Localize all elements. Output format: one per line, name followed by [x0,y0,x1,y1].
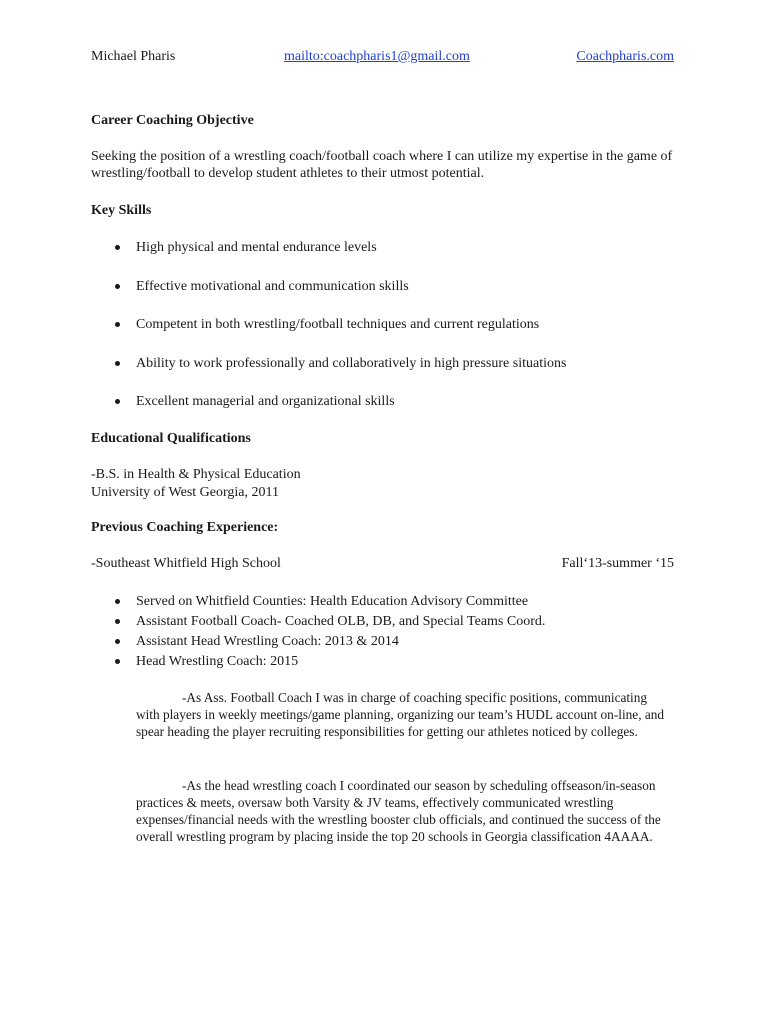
wrestling-narrative: -As the head wrestling coach I coordinated our season by scheduling offseason/in-season practices & meets, oversaw both Varsity & JV teams, effectively communicated wrestling expenses/financial needs with the wrestling booster club officials, and continued the success of the overall wrestling program by placing inside the top 20 schools in Georgia classification 4AAAA. [136,778,661,844]
candidate-name: Michael Pharis [91,49,176,64]
list-item: Competent in both wrestling/football techniques and current regulations [113,316,673,355]
bullet-icon [115,284,120,289]
bullet-icon [115,619,120,624]
list-item: High physical and mental endurance levels [113,239,673,278]
school-text: University of West Georgia, 2011 [91,485,279,500]
list-item: Assistant Head Wrestling Coach: 2013 & 2014 [113,633,673,653]
skills-heading: Key Skills [91,203,152,218]
bullet-icon [115,399,120,404]
list-item: Served on Whitfield Counties: Health Education Advisory Committee [113,593,673,613]
bullet-icon [115,599,120,604]
list-item: Head Wrestling Coach: 2015 [113,653,673,673]
list-item: Effective motivational and communication skills [113,278,673,317]
email-link[interactable]: mailto:coachpharis1@gmail.com [284,49,470,64]
football-narrative: -As Ass. Football Coach I was in charge of coaching specific positions, communicating with players in weekly meetings/game planning, organizing our team’s HUDL account on-line, and spear heading the player recruiting responsibilities for getting our athletes noticed by colleges. [136,690,665,739]
bullet-icon [115,639,120,644]
list-item: Excellent managerial and organizational skills [113,393,673,432]
contact-header [91,48,674,66]
degree-text: -B.S. in Health & Physical Education [91,467,301,482]
skills-list [113,239,673,432]
bullet-icon [115,659,120,664]
list-item: Assistant Football Coach- Coached OLB, DB, and Special Teams Coord. [113,613,673,633]
objective-heading: Career Coaching Objective [91,113,254,128]
education-heading: Educational Qualifications [91,431,251,446]
bullet-icon [115,245,120,250]
duties-list [113,593,673,673]
objective-text: Seeking the position of a wrestling coach/football coach where I can utilize my expertise in the game of wrestling/football to develop student athletes to their utmost potential. [91,149,673,181]
employer-name: -Southeast Whitfield High School [91,556,281,571]
employer-row [91,555,674,573]
website-link[interactable]: Coachpharis.com [576,49,674,64]
experience-heading: Previous Coaching Experience: [91,520,279,535]
list-item: Ability to work professionally and collaboratively in high pressure situations [113,355,673,394]
bullet-icon [115,361,120,366]
employment-dates: Fall‘13-summer ‘15 [561,556,674,571]
bullet-icon [115,322,120,327]
